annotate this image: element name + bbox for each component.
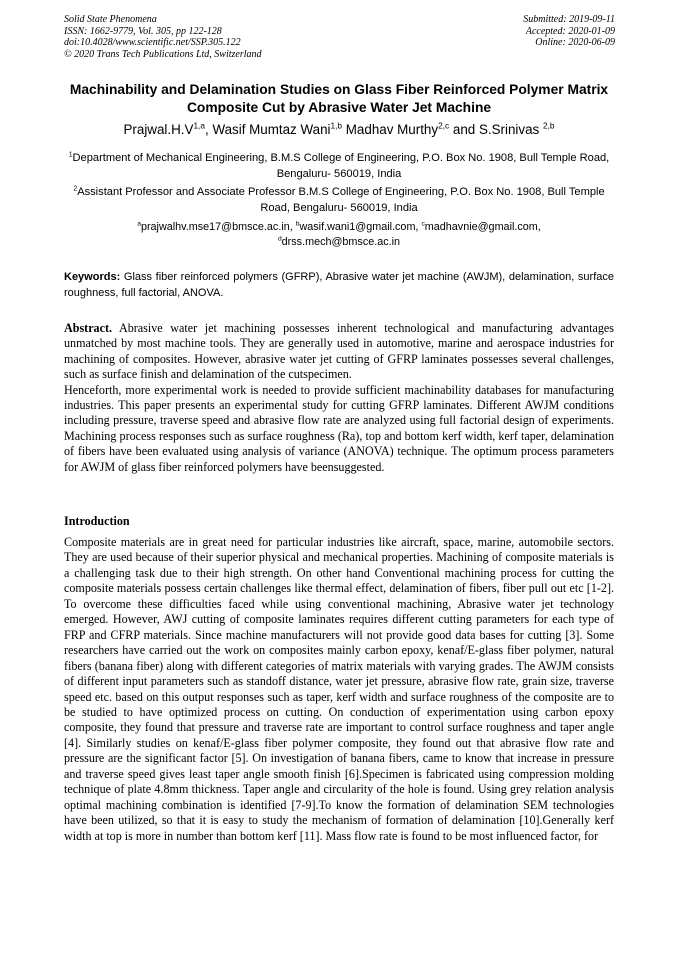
publication-dates <box>523 14 615 49</box>
author-name: Madhav Murthy <box>345 122 439 137</box>
author-affiliation-mark: 2,b <box>542 120 555 131</box>
section-heading-introduction: Introduction <box>64 514 130 528</box>
abstract-paragraph-1 <box>64 321 614 383</box>
journal-doi: doi:10.4028/www.scientific.net/SSP.305.122 <box>64 37 241 48</box>
email-link[interactable]: madhavnie@gmail.com, <box>424 221 541 233</box>
online-date: Online: 2020-06-09 <box>535 37 615 48</box>
email-mark: d <box>277 234 282 242</box>
email-mark: b <box>295 220 300 228</box>
affiliation-text: Assistant Professor and Associate Professor B.M.S College of Engineering, P.O. Box No. 1908, Bull Temple Road, Bengaluru- 560019, India <box>77 186 605 214</box>
introduction-body: Composite materials are in great need for particular industries like aircraft, space, marine, automobile sectors. They are used because of their superior physical and mechanical properties. Machining of composite materials is a challenging task due to their high strength. On other hand Conventional machining process for cutting the composite materials possess certain challenges like thermal effect, delamination of fibers, fiber pull out etc [1-2]. To overcome these difficulties faced while using conventional machining, Abrasive water jet technology emerged. However, AWJ cutting of composite laminates requires different cutting parameters for each type of FRP and CFRP materials. Since machine manufacturers will not provide good data bases for cutting [3]. Some researchers have carried out the work on composites mainly carbon epoxy, kenaf/E-glass fiber polymer, natural fibers (banana fiber) along with different categories of matrix materials with varying grades. The AWJM consists of different input parameters such as standoff distance, water jet pressure, abrasive flow rate, grain size, traverse speed etc. based on this output responses such as taper, kerf width and surface roughness of the composite are to be studied to have optimized process on cutting. On conduction of experimentation using carbon epoxy composite, they found that pressure and traverse rate are important to control surface roughness and taper angle [4]. Similarly studies on kenaf/E-glass fiber polymer composite, they found out that abrasive flow rate and pressure are the significant factor [5]. On investigation of banana fibers, came to know that increase in pressure and traverse speed gives least taper angle smooth finish [6].Specimen is fabricated using compression molding technique of plate 4.8mm thickness. Taper angle and circularity of the hole is found. Using grey relation analysis optimal machining combination is identified [7-9].To know the formation of delamination SEM technologies have been utilized, so that it is easy to study the mechanism of formation of delamination [10].Generally kerf width at top is more in number than bottom kerf [11]. Mass flow rate is found to be most influenced factor, for <box>64 535 614 843</box>
author-name: Prajwal.H.V <box>123 122 194 137</box>
journal-name: Solid State Phenomena <box>64 14 157 25</box>
author-affiliation-mark: 2,c <box>438 120 450 131</box>
author-separator: , <box>204 122 213 137</box>
author-name: Wasif Mumtaz Wani <box>212 122 331 137</box>
abstract-label: Abstract. <box>64 321 113 335</box>
journal-info <box>64 14 262 60</box>
email-link[interactable]: drss.mech@bmsce.ac.in <box>281 235 401 248</box>
abstract-paragraph-2: Henceforth, more experimental work is needed to provide sufficient machinability databases for manufacturing industries. This paper presents an experimental study for cutting GFRP laminates. Different AWJM conditions including pressure, traverse speed and abrasive flow rate are analyzed using full factorial design of experiments. Machining process responses such as surface roughness (Ra), top and bottom kerf width, kerf taper, delamination of fibers have been evaluated using analysis of variance (ANOVA) technique. The optimum process parameters for AWJM of glass fiber reinforced polymers have beensuggested. <box>64 382 614 474</box>
author-name: S.Srinivas <box>478 122 543 137</box>
email-link[interactable]: wasif.wani1@gmail.com, <box>299 221 422 233</box>
keywords-text: Glass fiber reinforced polymers (GFRP), Abrasive water jet machine (AWJM), delamination, surface roughness, full factorial, ANOVA. <box>64 271 614 299</box>
submitted-date: Submitted: 2019-09-11 <box>523 14 615 25</box>
journal-copyright: © 2020 Trans Tech Publications Ltd, Switzerland <box>64 48 262 60</box>
email-link[interactable]: prajwalhv.mse17@bmsce.ac.in, <box>140 221 296 233</box>
author-affiliation-mark: 1,a <box>193 120 205 131</box>
keywords-label: Keywords: <box>64 271 121 283</box>
email-mark: c <box>421 220 425 228</box>
email-mark: a <box>137 220 141 228</box>
affiliation-1 <box>60 151 618 182</box>
author-emails <box>60 220 618 249</box>
author-list <box>30 122 648 137</box>
accepted-date: Accepted: 2020-01-09 <box>525 25 615 37</box>
journal-issn: ISSN: 1662-9779, Vol. 305, pp 122-128 <box>64 25 222 37</box>
affiliation-2 <box>60 185 618 216</box>
abstract-text: Abrasive water jet machining possesses inherent technological and manufacturing advantages unmatched by most machine tools. They are generally used in automotive, marine and aerospace industries for machining of composites. However, abrasive water jet cutting of GFRP laminates possesses several challenges, such as surface finish and delamination of the cutspecimen. <box>64 321 614 382</box>
abstract <box>64 321 614 475</box>
keywords <box>64 269 614 301</box>
affiliation-mark: 1 <box>68 151 73 159</box>
affiliation-text: Department of Mechanical Engineering, B.M.S College of Engineering, P.O. Box No. 1908, Bull Temple Road, Bengaluru- 560019, India <box>72 152 610 180</box>
author-affiliation-mark: 1,b <box>330 120 343 131</box>
affiliation-mark: 2 <box>73 185 78 193</box>
author-separator: and <box>449 122 479 137</box>
paper-title: Machinability and Delamination Studies on Glass Fiber Reinforced Polymer Matrix Composite Cut by Abrasive Water Jet Machine <box>69 82 609 115</box>
